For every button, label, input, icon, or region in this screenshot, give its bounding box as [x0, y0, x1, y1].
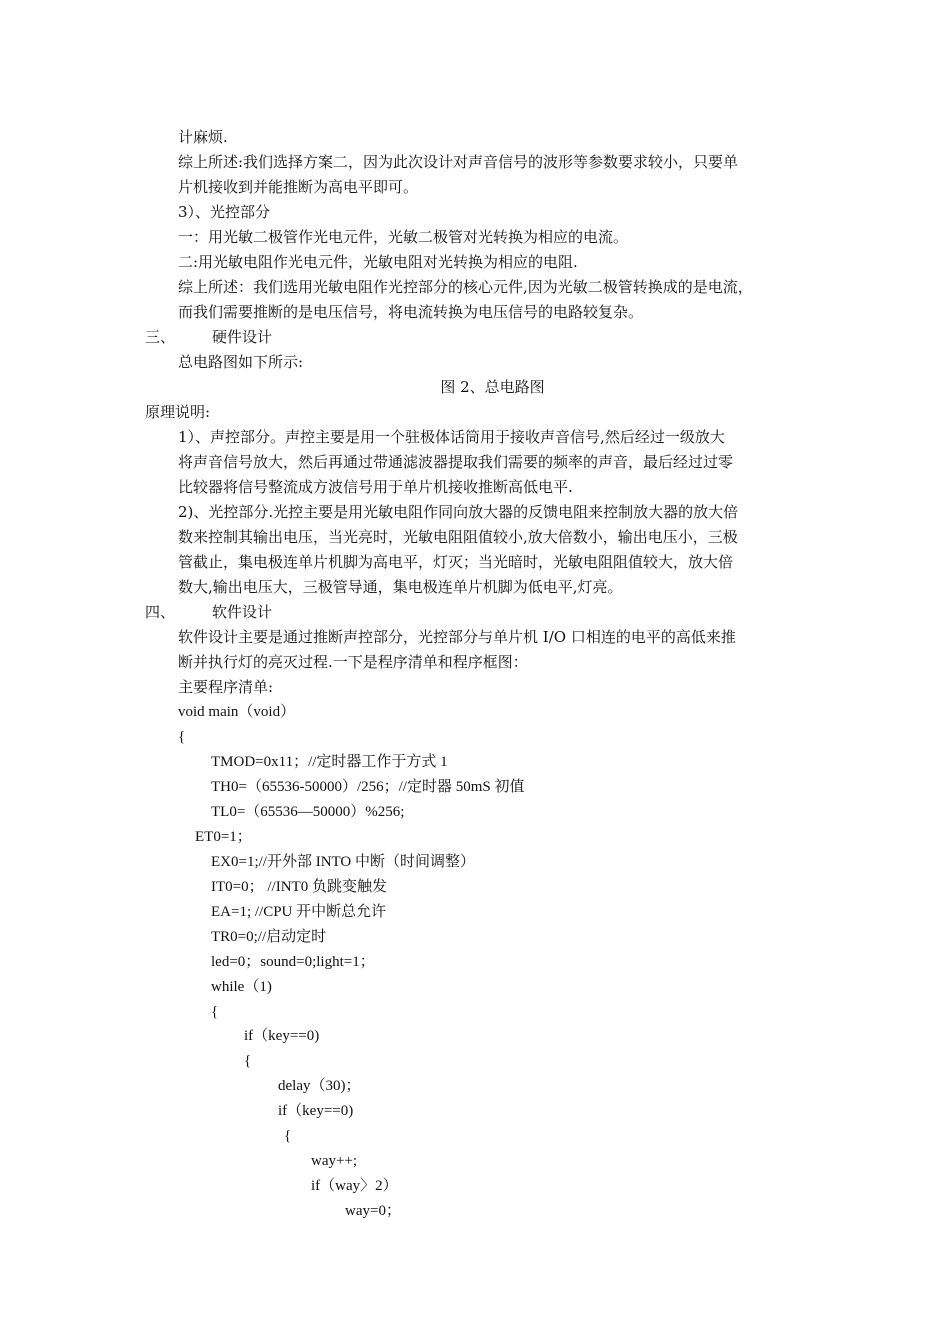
code-line: TH0=（65536-50000）/256；//定时器 50mS 初值 — [211, 779, 525, 795]
figure-caption: 图 2、总电路图 — [440, 378, 545, 396]
section-number: 三、 — [145, 328, 176, 346]
code-line: void main（void） — [178, 704, 296, 720]
code-line: if（key==0) — [244, 1028, 320, 1044]
text-line: 主要程序清单: — [178, 678, 274, 696]
code-line: { — [244, 1053, 252, 1069]
text-line: 二:用光敏电阻作光电元件，光敏电阻对光转换为相应的电阻. — [178, 253, 578, 271]
text-line: 管截止，集电极连单片机脚为高电平，灯灭；当光暗时，光敏电阻阻值较大，放大倍 — [178, 553, 734, 571]
text-line: 综上所述:我们选择方案二，因为此次设计对声音信号的波形等参数要求较小，只要单 — [178, 153, 739, 171]
code-line: TR0=0;//启动定时 — [211, 929, 327, 945]
section-number: 四、 — [145, 603, 176, 621]
code-line: { — [178, 729, 186, 745]
code-line: while（1) — [211, 979, 272, 995]
text-line: 计麻烦. — [178, 128, 228, 146]
code-line: way++; — [311, 1153, 358, 1169]
text-line: 2)、光控部分.光控主要是用光敏电阻作同向放大器的反馈电阻来控制放大器的放大倍 — [178, 503, 739, 521]
code-line: way=0； — [345, 1203, 401, 1219]
text-line: 一：用光敏二极管作光电元件，光敏二极管对光转换为相应的电流。 — [178, 228, 629, 246]
text-line: 软件设计主要是通过推断声控部分，光控部分与单片机 I/O 口相连的电平的高低来推 — [178, 628, 736, 646]
text-line: 将声音信号放大，然后再通过带通滤波器提取我们需要的频率的声音，最后经过过零 — [178, 453, 734, 471]
text-line: 综上所述：我们选用光敏电阻作光控部分的核心元件,因为光敏二极管转换成的是电流， — [178, 278, 753, 296]
code-line: EA=1; //CPU 开中断总允许 — [211, 904, 387, 920]
code-line: ET0=1； — [195, 829, 252, 845]
text-line: 总电路图如下所示: — [178, 353, 304, 371]
text-line: 片机接收到并能推断为高电平即可。 — [178, 178, 419, 196]
code-line: EX0=1;//开外部 INTO 中断（时间调整） — [211, 854, 476, 870]
text-line: 数来控制其输出电压，当光亮时，光敏电阻阻值较小,放大倍数小，输出电压小，三极 — [178, 528, 738, 546]
section-title: 硬件设计 — [212, 328, 273, 346]
code-line: led=0；sound=0;light=1； — [211, 954, 375, 970]
text-line: 而我们需要推断的是电压信号，将电流转换为电压信号的电路较复杂。 — [178, 303, 644, 321]
code-line: delay（30)； — [278, 1078, 361, 1094]
section-title: 软件设计 — [212, 603, 273, 621]
subheading-light-control: 3）、光控部分 — [178, 203, 271, 221]
code-line: { — [211, 1004, 219, 1020]
code-line: TMOD=0x11；//定时器工作于方式 1 — [211, 754, 448, 770]
code-line: TL0=（65536—50000）%256; — [211, 804, 405, 820]
text-line: 数大,输出电压大，三极管导通，集电极连单片机脚为低电平,灯亮。 — [178, 578, 623, 596]
text-line: 1）、声控部分。声控主要是用一个驻极体话筒用于接收声音信号,然后经过一级放大 — [178, 428, 725, 446]
text-line: 断并执行灯的亮灭过程.一下是程序清单和程序框图： — [178, 653, 528, 671]
principle-title: 原理说明: — [145, 403, 211, 421]
code-line: IT0=0； //INT0 负跳变触发 — [211, 879, 387, 895]
code-line: if（key==0) — [278, 1103, 354, 1119]
code-line: { — [284, 1128, 292, 1144]
text-line: 比较器将信号整流成方波信号用于单片机接收推断高低电平. — [178, 478, 573, 496]
code-line: if（way〉2） — [311, 1178, 398, 1194]
